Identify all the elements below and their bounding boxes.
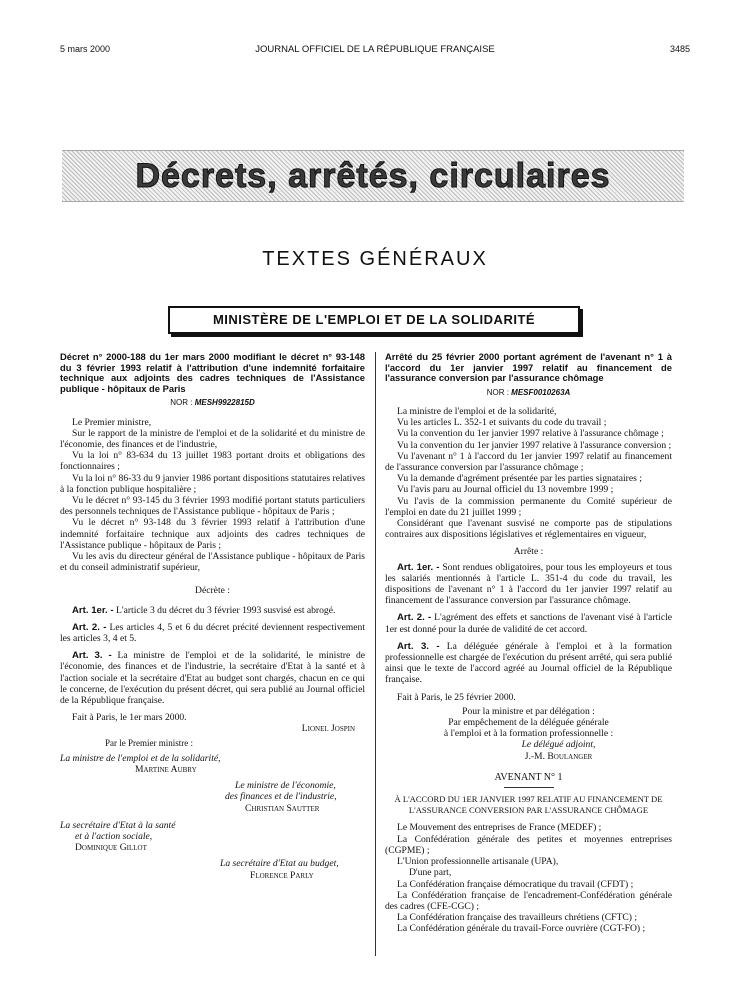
article-text: L'article 3 du décret du 3 février 1993 susvisé est abrogé. [116, 604, 336, 616]
paragraph: Vu le décret n° 93-148 du 3 février 1993 relatif à l'attribution d'une indemnité forfaitaire technique aux adjoints des cadres techniques de l'Assistance publique - hôpitaux de Paris ; [60, 517, 365, 551]
nor-label: NOR : [170, 398, 193, 408]
party-line: La Confédération française de l'encadrement-Confédération générale des cadres (CFE-CGC) ; [385, 889, 672, 912]
arrete-label: Arrête : [513, 546, 544, 558]
article-label: Art. 2. - [397, 612, 432, 624]
party-line: La Confédération générale des petites et moyennes entreprises (CGPME) ; [385, 833, 672, 856]
signature-line-2: Par empêchement de la déléguée générale [448, 717, 609, 729]
signature-line-1: Pour la ministre et par délégation : [462, 705, 595, 717]
banner-title: Décrets, arrêtés, circulaires [135, 157, 611, 195]
signature-parly: Florence Parly [250, 869, 314, 881]
nor-code: MESH9922815D [194, 398, 255, 408]
left-column [60, 352, 365, 881]
ministre-emploi: La ministre de l'emploi et de la solidarité, [60, 752, 221, 764]
signature-sautter: Christian Sautter [245, 802, 320, 814]
fait-line: Fait à Paris, le 25 février 2000. [397, 691, 516, 703]
paragraph: Vu les avis du directeur général de l'Assistance publique - hôpitaux de Paris et du conseil administratif supérieur, [60, 551, 365, 574]
signature-aubry: Martine Aubry [135, 764, 197, 776]
party-line: La Confédération française démocratique du travail (CFDT) ; [397, 878, 634, 890]
nor-line [60, 397, 365, 408]
ministry-box: MINISTÈRE DE L'EMPLOI ET DE LA SOLIDARITÉ [168, 306, 580, 334]
party-line: La Confédération générale du travail-Force ouvrière (CGT-FO) ; [397, 923, 646, 935]
paragraph: Vu la demande d'agrément présentée par les parties signataires ; [397, 473, 642, 485]
decrete-label: Décrète : [195, 585, 230, 597]
separator-rule [504, 787, 554, 788]
article-text: L'agrément des effets et sanctions de l'avenant visé à l'article 1er est donné pour la durée de validité de cet accord. [385, 612, 672, 635]
paragraph: Vu la convention du 1er janvier 1997 relative à l'assurance conversion ; [397, 439, 672, 451]
ministre-economie-1: Le ministre de l'économie, [235, 780, 336, 792]
article-label: Art. 3. - [397, 640, 440, 652]
article-text: La ministre de l'emploi et de la solidarité, le ministre de l'économie, des finances et de l'industrie, la secrétaire d'Etat à la santé et à l'action sociale et la secrétaire d'Etat au budget sont chargés, chacun en ce qui le concerne, de l'exécution du présent décret, qui sera publié au Journal officiel de la République française. [60, 650, 365, 707]
decree-title: Décret n° 2000-188 du 1er mars 2000 modifiant le décret n° 93-148 du 3 février 1993 relatif à l'attribution d'une indemnité forfaitaire technique aux adjoints des cadres techniques de l'Assistance publique - hôpitaux de Paris [60, 351, 365, 394]
nor-line [385, 387, 672, 398]
nor-label: NOR : [486, 387, 509, 397]
party-line: L'Union professionnelle artisanale (UPA), [397, 856, 559, 868]
article-text: Les articles 4, 5 et 6 du décret précité deviennent respectivement les articles 3, 4 et 5. [60, 621, 365, 645]
article-label: Art. 3. - [72, 650, 112, 662]
signature-line-4: Le délégué adjoint, [521, 739, 596, 751]
secretaire-sante-2: et à l'action sociale, [75, 831, 153, 843]
article-text: La déléguée générale à l'emploi et à la formation professionnelle est chargée de l'exécution du présent arrêté, qui sera publié ainsi que le texte de l'accord agréé au Journal officiel de la République française. [385, 640, 672, 686]
signature-line-3: à l'emploi et à la formation professionnelle : [443, 728, 614, 740]
article-2 [60, 622, 365, 644]
article-label: Art. 1er. - [397, 561, 440, 573]
paragraph: Vu la loi n° 83-634 du 13 juillet 1983 portant droits et obligations des fonctionnaires ; [60, 450, 365, 473]
article-3 [60, 650, 365, 706]
paragraph: Vu la convention du 1er janvier 1997 relative à l'assurance chômage ; [397, 428, 664, 440]
party-line: D'une part, [409, 867, 452, 879]
paragraph: Vu l'avis paru au Journal officiel du 13 novembre 1999 ; [397, 484, 614, 496]
signature-gillot: Dominique Gillot [75, 842, 147, 854]
signature-boulanger: J.-M. Boulanger [524, 750, 593, 762]
paragraph: La ministre de l'emploi et de la solidarité, [397, 405, 557, 417]
header-date: 5 mars 2000 [60, 44, 111, 54]
paragraph: Considérant que l'avenant susvisé ne comporte pas de stipulations contraires aux dispositions législatives et réglementaires en vigueur, [385, 518, 672, 541]
party-line: La Confédération française des travailleurs chrétiens (CFTC) ; [397, 912, 638, 924]
section-title: TEXTES GÉNÉRAUX [262, 248, 488, 270]
signature-pm: Lionel Jospin [301, 723, 355, 735]
journal-title: JOURNAL OFFICIEL DE LA RÉPUBLIQUE FRANÇAISE [255, 44, 495, 55]
paragraph: Vu les articles L. 352-1 et suivants du code du travail ; [397, 417, 607, 429]
avenant-title: AVENANT N° 1 [494, 771, 563, 783]
article-label: Art. 2. - [72, 621, 107, 633]
paragraph: Le Premier ministre, [72, 416, 152, 428]
column-divider [375, 352, 376, 956]
paragraph: Vu l'avis de la commission permanente du Comité supérieur de l'emploi en date du 21 juillet 1999 ; [385, 495, 672, 518]
right-column [385, 352, 672, 935]
fait-line: Fait à Paris, le 1er mars 2000. [72, 712, 187, 724]
paragraph: Vu le décret n° 93-145 du 3 février 1993 modifié portant statuts particuliers des personnels techniques de l'Assistance publique - hôpitaux de Paris ; [60, 495, 365, 518]
arrete-title: Arrêté du 25 février 2000 portant agrément de l'avenant n° 1 à l'accord du 1er janvier 1997 relatif au financement de l'assurance conversion par l'assurance chômage [385, 351, 672, 384]
article-1 [60, 605, 365, 616]
paragraph: Vu la loi n° 86-33 du 9 janvier 1986 portant dispositions statutaires relatives à la fonction publique hospitalière ; [60, 472, 365, 495]
secretaire-sante-1: La secrétaire d'Etat à la santé [60, 819, 176, 831]
paragraph: Sur le rapport de la ministre de l'emploi et de la solidarité et du ministre de l'économie, des finances et de l'industrie, [60, 427, 365, 450]
nor-code: MESF0010263A [511, 387, 571, 397]
accord-title: À L'ACCORD DU 1ER JANVIER 1997 RELATIF AU FINANCEMENT DE L'ASSURANCE CONVERSION PAR L'ASSURANCE CHÔMAGE [394, 794, 663, 816]
article-2 [385, 612, 672, 634]
secretaire-budget: La secrétaire d'Etat au budget, [220, 858, 339, 870]
paragraph: Vu l'avenant n° 1 à l'accord du 1er janvier 1997 relatif au financement de l'assurance conversion par l'assurance chômage ; [385, 450, 672, 473]
article-3 [385, 641, 672, 686]
banner [62, 150, 684, 202]
par-premier-ministre: Par le Premier ministre : [105, 737, 193, 748]
article-1 [385, 562, 672, 607]
party-line: Le Mouvement des entreprises de France (MEDEF) ; [397, 822, 602, 834]
page-number: 3485 [669, 44, 690, 54]
article-text: Sont rendues obligatoires, pour tous les employeurs et tous les salariés mentionnés à l'article L. 351-4 du code du travail, les dispositions de l'avenant n° 1 à l'accord du 1er janvier 1997 relatif au financement de l'assurance conversion par l'assurance chômage. [385, 561, 672, 607]
ministre-economie-2: des finances et de l'industrie, [225, 791, 337, 803]
article-label: Art. 1er. - [72, 604, 114, 616]
